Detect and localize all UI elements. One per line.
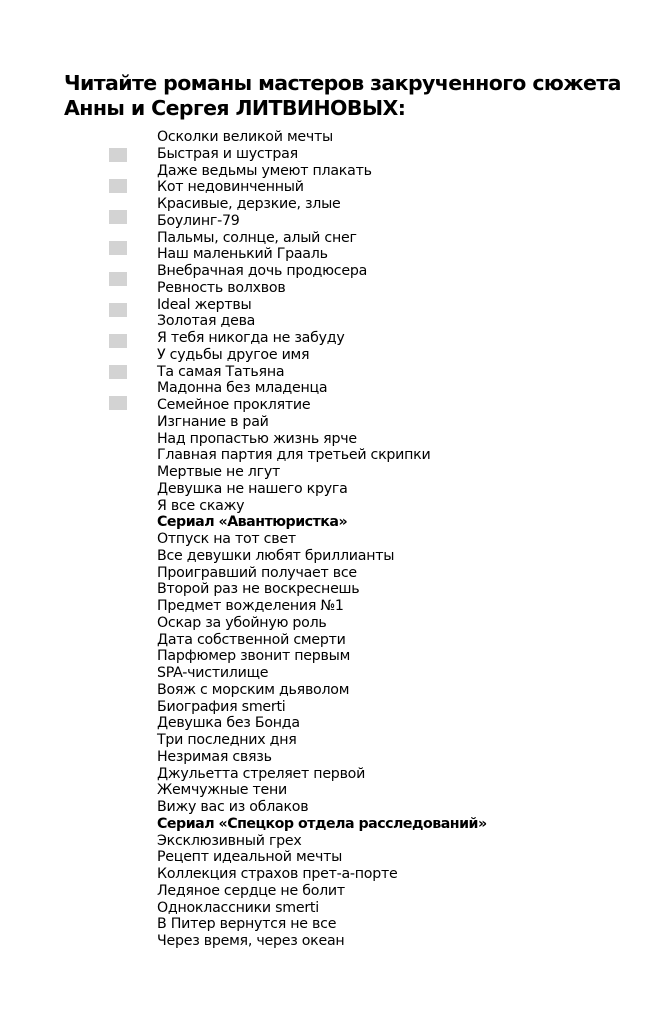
book-title: Ледяное сердце не болит: [157, 882, 345, 899]
book-title: Я тебя никогда не забуду: [157, 330, 345, 346]
book-title: Та самая Татьяна: [157, 363, 285, 380]
book-title: Рецепт идеальной мечты: [157, 849, 343, 866]
book-title: Ideal жертвы: [157, 296, 252, 313]
page-heading: [64, 71, 644, 121]
book-title: Оскар за убойную роль: [157, 614, 327, 631]
checkbox-square: [109, 365, 127, 379]
book-title: Вояж с морским дьяволом: [157, 681, 350, 698]
main-titles: [157, 129, 637, 514]
series-heading-adventuress: Сериал «Авантюристка»: [157, 514, 348, 531]
book-title: Коллекция страхов прет-а-порте: [157, 866, 398, 882]
book-title: Парфюмер звонит первым: [157, 648, 351, 665]
book-title: Я все скажу: [157, 497, 245, 514]
book-title: Наш маленький Грааль: [157, 246, 328, 263]
series-adventuress-titles: [157, 531, 637, 816]
book-title: Биография smerti: [157, 698, 286, 715]
book-title: Внебрачная дочь продюсера: [157, 263, 368, 279]
book-title: У судьбы другое имя: [157, 346, 310, 363]
book-title: Три последних дня: [157, 732, 297, 748]
checkbox-square: [109, 241, 127, 255]
book-title: Семейное проклятие: [157, 397, 311, 413]
book-title: Ревность волхвов: [157, 279, 286, 296]
book-title: Осколки великой мечты: [157, 129, 333, 145]
book-title: Джульетта стреляет первой: [157, 765, 366, 782]
series-heading-special-correspondent: Сериал «Спецкор отдела расследований»: [157, 815, 487, 832]
book-title: Второй раз не воскреснешь: [157, 581, 360, 598]
book-title: Через время, через океан: [157, 933, 345, 949]
book-title: Эксклюзивный грех: [157, 832, 302, 849]
book-title: Все девушки любят бриллианты: [157, 547, 395, 564]
book-title: SPA-чистилище: [157, 665, 269, 681]
book-title: Одноклассники smerti: [157, 899, 319, 916]
book-title: Мадонна без младенца: [157, 380, 328, 397]
book-title: Красивые, дерзкие, злые: [157, 196, 341, 212]
book-title: Золотая дева: [157, 313, 256, 330]
book-title: Мертвые не лгут: [157, 464, 280, 480]
book-title: В Питер вернутся не все: [157, 916, 337, 933]
book-title: Главная партия для третьей скрипки: [157, 447, 431, 464]
book-title: Боулинг-79: [157, 212, 240, 229]
checkbox-square: [109, 334, 127, 348]
book-title: Жемчужные тени: [157, 782, 287, 799]
series-special-correspondent-titles: [157, 833, 637, 950]
book-title: Над пропастью жизнь ярче: [157, 430, 357, 447]
checkbox-square: [109, 303, 127, 317]
book-title: Предмет вожделения №1: [157, 598, 344, 614]
book-title: Изгнание в рай: [157, 413, 269, 430]
book-title: Дата собственной смерти: [157, 631, 346, 648]
book-title: Девушка не нашего круга: [157, 480, 348, 497]
book-title: Отпуск на тот свет: [157, 531, 296, 547]
checkbox-square: [109, 179, 127, 193]
book-title: Даже ведьмы умеют плакать: [157, 162, 372, 179]
book-title: Незримая связь: [157, 748, 272, 765]
heading-line-1: Читайте романы мастеров закрученного сюжета: [64, 71, 621, 95]
checkbox-square: [109, 272, 127, 286]
heading-line-2: Анны и Сергея ЛИТВИНОВЫХ:: [64, 96, 406, 120]
checkbox-square: [109, 396, 127, 410]
book-title: Кот недовинченный: [157, 179, 304, 196]
book-list: [157, 129, 637, 950]
checkbox-square: [109, 148, 127, 162]
book-title: Проигравший получает все: [157, 564, 357, 581]
book-title: Вижу вас из облаков: [157, 799, 309, 815]
checkbox-square: [109, 210, 127, 224]
book-title: Девушка без Бонда: [157, 715, 300, 732]
book-title: Пальмы, солнце, алый снег: [157, 229, 357, 246]
book-title: Быстрая и шустрая: [157, 145, 298, 162]
